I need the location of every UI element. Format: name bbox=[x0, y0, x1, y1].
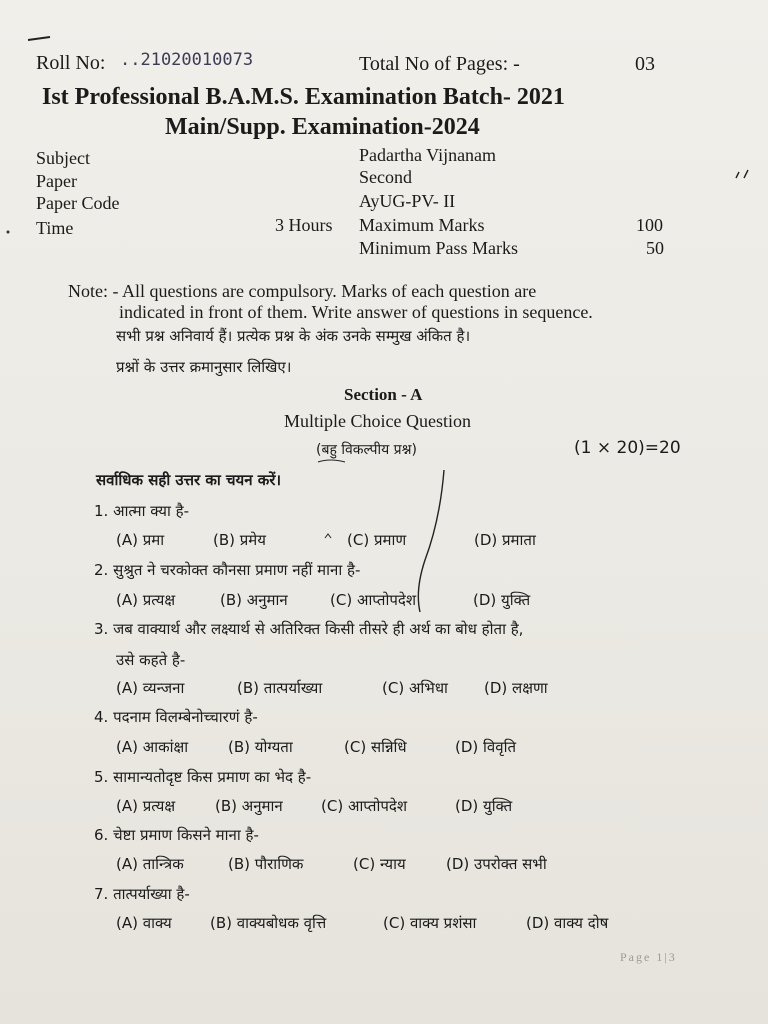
q4-option-c: (C) सन्निधि bbox=[344, 738, 407, 756]
question-6: 6. चेष्टा प्रमाण किसने माना है- bbox=[94, 826, 259, 844]
q1-option-c: (C) प्रमाण bbox=[347, 531, 407, 549]
question-2: 2. सुश्रुत ने चरकोक्त कौनसा प्रमाण नहीं माना है- bbox=[94, 561, 361, 579]
question-3-continued: उसे कहते है- bbox=[116, 651, 186, 669]
note-english-line2: indicated in front of them. Write answer of questions in sequence. bbox=[119, 302, 593, 322]
max-marks-label: Maximum Marks bbox=[359, 215, 485, 235]
q7-option-b: (B) वाक्यबोधक वृत्ति bbox=[210, 914, 327, 932]
q6-option-d: (D) उपरोक्त सभी bbox=[446, 855, 547, 873]
time-label: Time bbox=[36, 218, 74, 238]
total-pages-value: 03 bbox=[635, 53, 655, 75]
q7-option-c: (C) वाक्य प्रशंसा bbox=[383, 914, 477, 932]
q4-option-d: (D) विवृति bbox=[455, 738, 517, 756]
subject-label: Subject bbox=[36, 148, 90, 168]
roll-label: Roll No: bbox=[36, 52, 106, 74]
section-marks: (1 × 20)=20 bbox=[574, 438, 681, 458]
q3-option-c: (C) अभिधा bbox=[382, 679, 448, 697]
q4-option-b: (B) योग्यता bbox=[228, 738, 293, 756]
q3-option-d: (D) लक्षणा bbox=[484, 679, 548, 697]
note-hindi-line2: प्रश्नों के उत्तर क्रमानुसार लिखिए। bbox=[116, 358, 292, 376]
note-hindi-line1: सभी प्रश्न अनिवार्य हैं। प्रत्येक प्रश्न के अंक उनके सम्मुख अंकित है। bbox=[116, 327, 471, 345]
question-1: 1. आत्मा क्या है- bbox=[94, 502, 190, 520]
roll-number-handwritten: ..21020010073 bbox=[120, 50, 254, 70]
exam-title: Ist Professional B.A.M.S. Examination Batch- 2021 bbox=[42, 84, 565, 110]
question-3: 3. जब वाक्यार्थ और लक्ष्यार्थ से अतिरिक्त किसी तीसरे ही अर्थ का बोध होता है, bbox=[94, 620, 524, 638]
q4-option-a: (A) आकांक्षा bbox=[116, 738, 189, 756]
q7-option-a: (A) वाक्य bbox=[116, 914, 172, 932]
paper-value: Second bbox=[359, 167, 412, 187]
q3-option-a: (A) व्यन्जना bbox=[116, 679, 185, 697]
question-7: 7. तात्पर्याख्या है- bbox=[94, 885, 190, 903]
q6-option-a: (A) तान्त्रिक bbox=[116, 855, 184, 873]
q1-option-a: (A) प्रमा bbox=[116, 531, 165, 549]
q6-option-b: (B) पौराणिक bbox=[228, 855, 304, 873]
max-marks-value: 100 bbox=[636, 215, 663, 235]
q1-option-d: (D) प्रमाता bbox=[474, 531, 536, 549]
q2-option-b: (B) अनुमान bbox=[220, 591, 288, 609]
time-value: 3 Hours bbox=[275, 215, 333, 235]
section-subtitle: Multiple Choice Question bbox=[284, 411, 471, 431]
section-subtitle-hindi: (बहु विकल्पीय प्रश्न) bbox=[316, 442, 417, 458]
paper-code-value: AyUG-PV- II bbox=[359, 191, 456, 211]
q5-option-b: (B) अनुमान bbox=[215, 797, 283, 815]
note-english-line1: Note: - All questions are compulsory. Marks of each question are bbox=[68, 281, 537, 301]
q3-option-b: (B) तात्पर्याख्या bbox=[237, 679, 323, 697]
subject-value: Padartha Vijnanam bbox=[359, 145, 497, 165]
q5-option-a: (A) प्रत्यक्ष bbox=[116, 797, 176, 815]
q2-option-c: (C) आप्तोपदेश bbox=[330, 591, 417, 609]
exam-subtitle: Main/Supp. Examination-2024 bbox=[165, 114, 480, 140]
page-number: Page 1|3 bbox=[620, 950, 677, 964]
q6-option-c: (C) न्याय bbox=[353, 855, 406, 873]
q7-option-d: (D) वाक्य दोष bbox=[526, 914, 609, 932]
question-5: 5. सामान्यतोदृष्ट किस प्रमाण का भेद है- bbox=[94, 768, 312, 786]
q5-option-d: (D) युक्ति bbox=[455, 797, 513, 815]
total-pages-label: Total No of Pages: - bbox=[359, 53, 520, 75]
q2-option-d: (D) युक्ति bbox=[473, 591, 531, 609]
paper-label: Paper bbox=[36, 171, 77, 191]
section-instruction: सर्वाधिक सही उत्तर का चयन करें। bbox=[96, 471, 282, 489]
section-title: Section - A bbox=[344, 385, 423, 404]
paper-code-label: Paper Code bbox=[36, 193, 120, 213]
q5-option-c: (C) आप्तोपदेश bbox=[321, 797, 408, 815]
q2-option-a: (A) प्रत्यक्ष bbox=[116, 591, 176, 609]
question-4: 4. पदनाम विलम्बेनोच्चारणं है- bbox=[94, 708, 258, 726]
min-marks-label: Minimum Pass Marks bbox=[359, 238, 519, 258]
q1-option-b: (B) प्रमेय bbox=[213, 531, 266, 549]
min-marks-value: 50 bbox=[646, 238, 664, 258]
